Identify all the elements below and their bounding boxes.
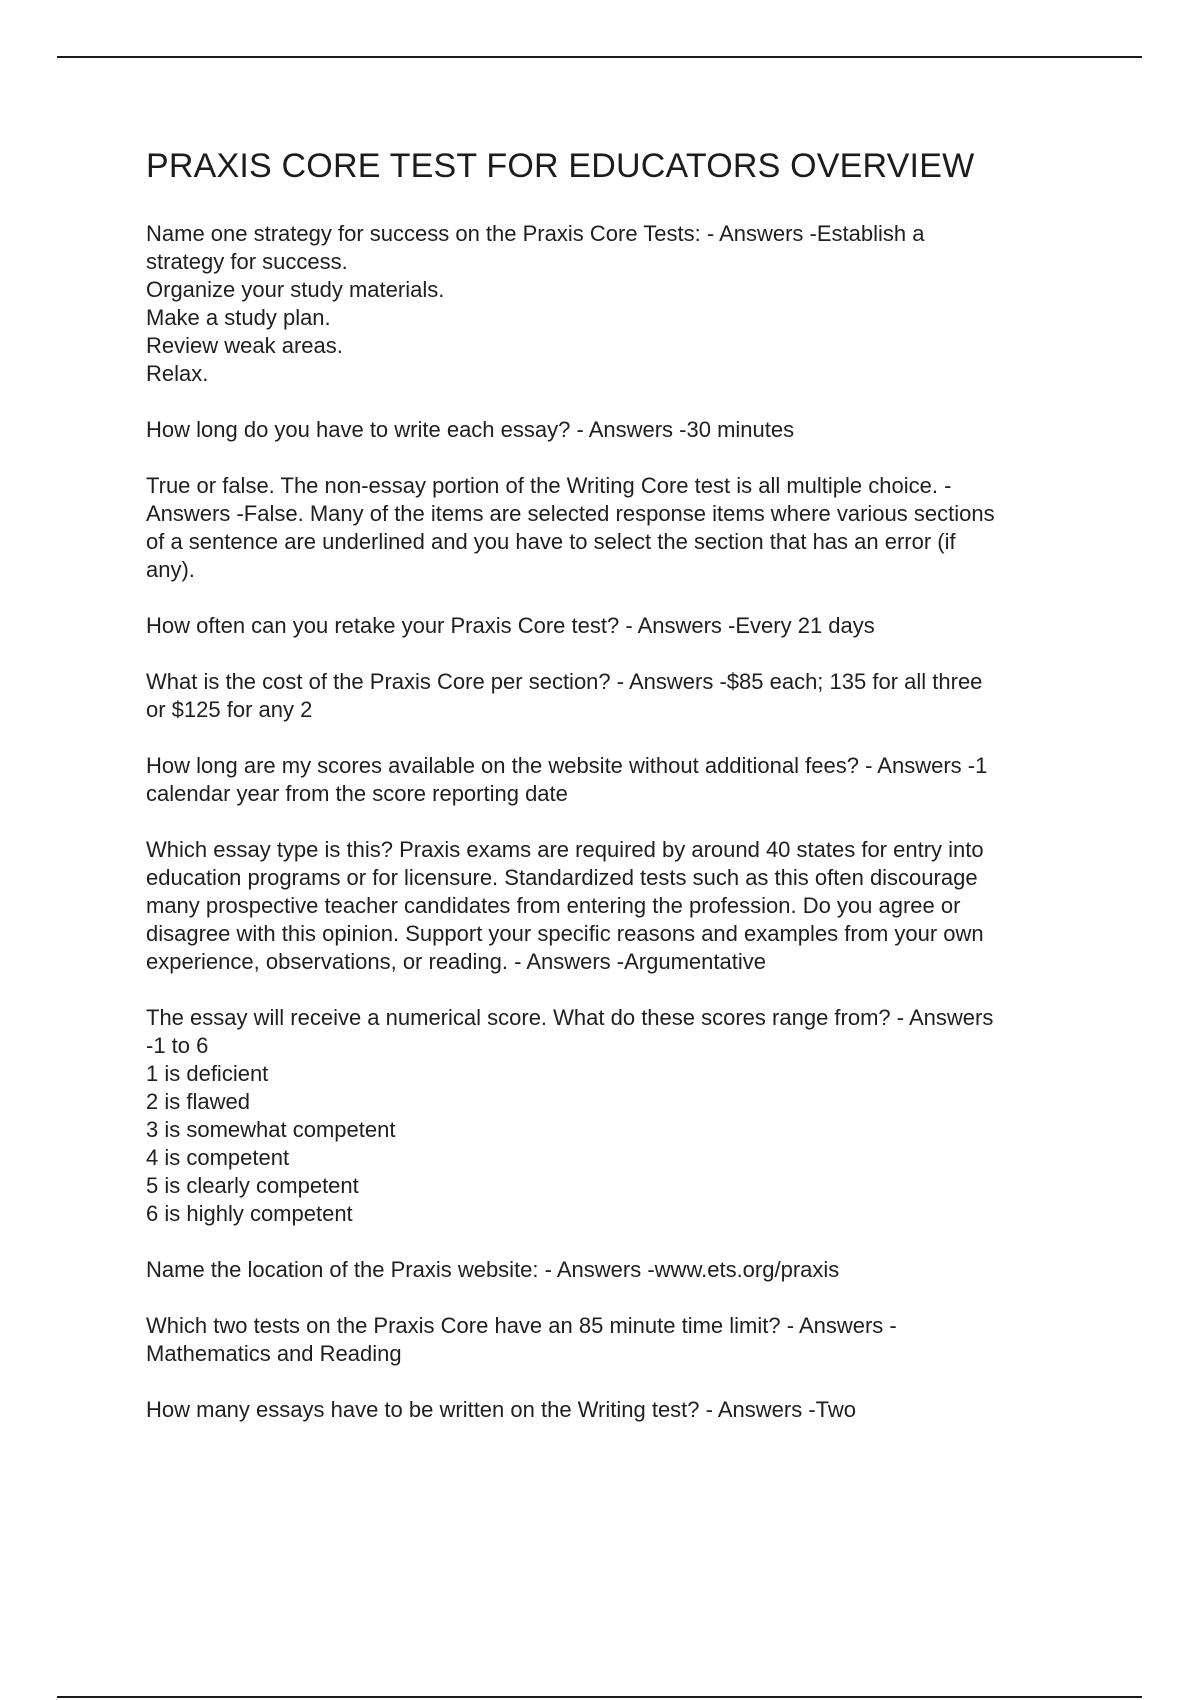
document-body <box>146 140 1086 1452</box>
qa-entry: How often can you retake your Praxis Core test? - Answers -Every 21 days <box>146 613 875 638</box>
qa-entry: Which two tests on the Praxis Core have an 85 minute time limit? - Answers - Mathematics and Reading <box>146 1313 897 1366</box>
page-title: PRAXIS CORE TEST FOR EDUCATORS OVERVIEW <box>146 147 975 185</box>
qa-entry: How many essays have to be written on the Writing test? - Answers -Two <box>146 1397 857 1422</box>
qa-entry: The essay will receive a numerical score. What do these scores range from? - Answers -1 to 6 1 is deficient 2 is flawed 3 is somewhat competent 4 is competent 5 is clearly competent 6 is highly competent <box>146 1005 994 1226</box>
qa-entry: How long do you have to write each essay? - Answers -30 minutes <box>146 417 795 442</box>
qa-entry: Which essay type is this? Praxis exams are required by around 40 states for entry into education programs or for licensure. Standardized tests such as this often discourage many prospective teacher candidates from entering the profession. Do you agree or disagree with this opinion. Support your specific reasons and examples from your own experience, observations, or reading. - Answers -Argumentative <box>146 837 984 974</box>
qa-entry: Name one strategy for success on the Praxis Core Tests: - Answers -Establish a strategy for success. Organize your study materials. Make a study plan. Review weak areas. Relax. <box>146 221 925 386</box>
qa-entry: True or false. The non-essay portion of the Writing Core test is all multiple choice. - Answers -False. Many of the items are selected response items where various sections of a sentence are underlined and you have to select the section that has an error (if any). <box>146 473 995 582</box>
qa-entry: Name the location of the Praxis website: - Answers -www.ets.org/praxis <box>146 1257 840 1282</box>
qa-entry: What is the cost of the Praxis Core per section? - Answers -$85 each; 135 for all three or $125 for any 2 <box>146 669 983 722</box>
qa-entry: How long are my scores available on the website without additional fees? - Answers -1 calendar year from the score reporting date <box>146 753 988 806</box>
top-rule <box>57 56 1142 58</box>
bottom-rule <box>57 1696 1142 1698</box>
